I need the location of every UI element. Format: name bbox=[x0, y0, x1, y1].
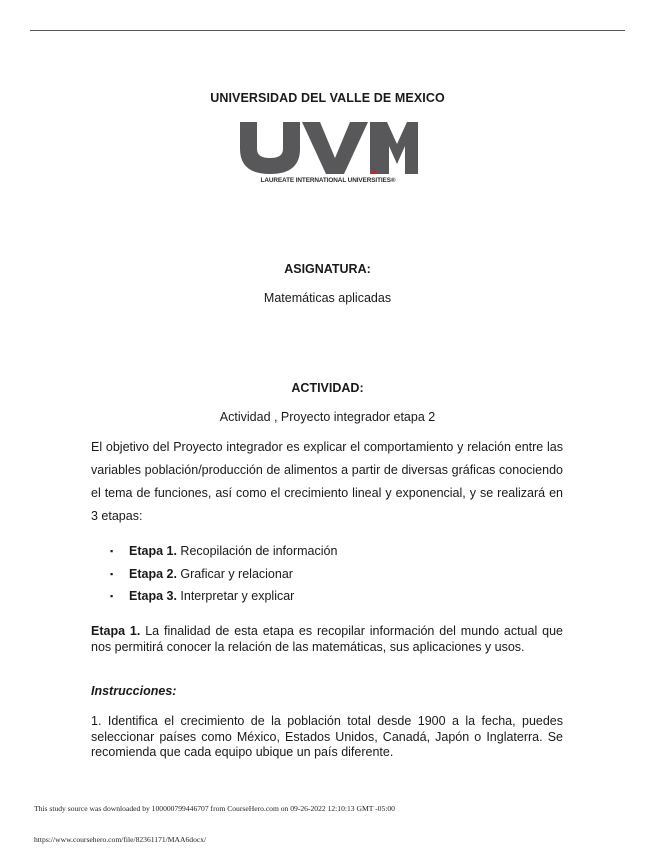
stage1-title: Etapa 1. bbox=[91, 624, 141, 638]
stages-list bbox=[110, 540, 337, 608]
uvm-logo bbox=[236, 118, 420, 190]
stage1-paragraph bbox=[91, 624, 563, 655]
instructions-heading: Instrucciones: bbox=[91, 684, 177, 698]
subject-label: ASIGNATURA: bbox=[284, 262, 371, 276]
activity-label: ACTIVIDAD: bbox=[291, 381, 364, 395]
bullet-icon: ▪ bbox=[110, 568, 114, 579]
stage-text: Recopilación de información bbox=[176, 544, 338, 558]
list-item bbox=[110, 563, 337, 586]
bullet-icon: ▪ bbox=[110, 591, 114, 601]
activity-value: Actividad , Proyecto integrador etapa 2 bbox=[219, 410, 436, 424]
download-note: This study source was downloaded by 100000799446707 from CourseHero.com on 09-26-2022 12:10:13 GMT -05:00 bbox=[34, 804, 395, 813]
logo-tagline: LAUREATE INTERNATIONAL UNIVERSITIES® bbox=[260, 177, 396, 184]
intro-paragraph: El objetivo del Proyecto integrador es explicar el comportamiento y relación entre las variables población/producción de alimentos a partir de diversas gráficas conociendo el tema de funciones, así como el crecimiento lineal y exponencial, y se realizará en 3 etapas: bbox=[91, 440, 563, 523]
instruction-1: 1. Identifica el crecimiento de la población total desde 1900 a la fecha, puedes seleccionar países como México, Estados Unidos, Canadá, Japón o Inglaterra. Se recomienda que cada equipo ubique un país diferente. bbox=[91, 714, 563, 759]
stage-text: Interpretar y explicar bbox=[176, 589, 295, 603]
stage-title: Etapa 1. bbox=[129, 544, 177, 558]
source-url[interactable]: https://www.coursehero.com/file/82361171/MAA6docx/ bbox=[34, 835, 207, 844]
stage-title: Etapa 3. bbox=[129, 589, 177, 603]
list-item bbox=[110, 585, 337, 608]
stage-title: Etapa 2. bbox=[129, 566, 177, 581]
subject-value: Matemáticas aplicadas bbox=[263, 291, 392, 305]
list-item bbox=[110, 540, 337, 563]
stage1-text: La finalidad de esta etapa es recopilar información del mundo actual que nos permitirá conocer la relación de las matemáticas, sus aplicaciones y usos. bbox=[91, 624, 563, 654]
stage-text: Graficar y relacionar bbox=[176, 566, 293, 581]
bullet-icon: ▪ bbox=[110, 546, 114, 556]
top-divider bbox=[30, 30, 625, 31]
uvm-logo-mark bbox=[236, 118, 420, 178]
university-title: UNIVERSIDAD DEL VALLE DE MEXICO bbox=[210, 91, 445, 105]
